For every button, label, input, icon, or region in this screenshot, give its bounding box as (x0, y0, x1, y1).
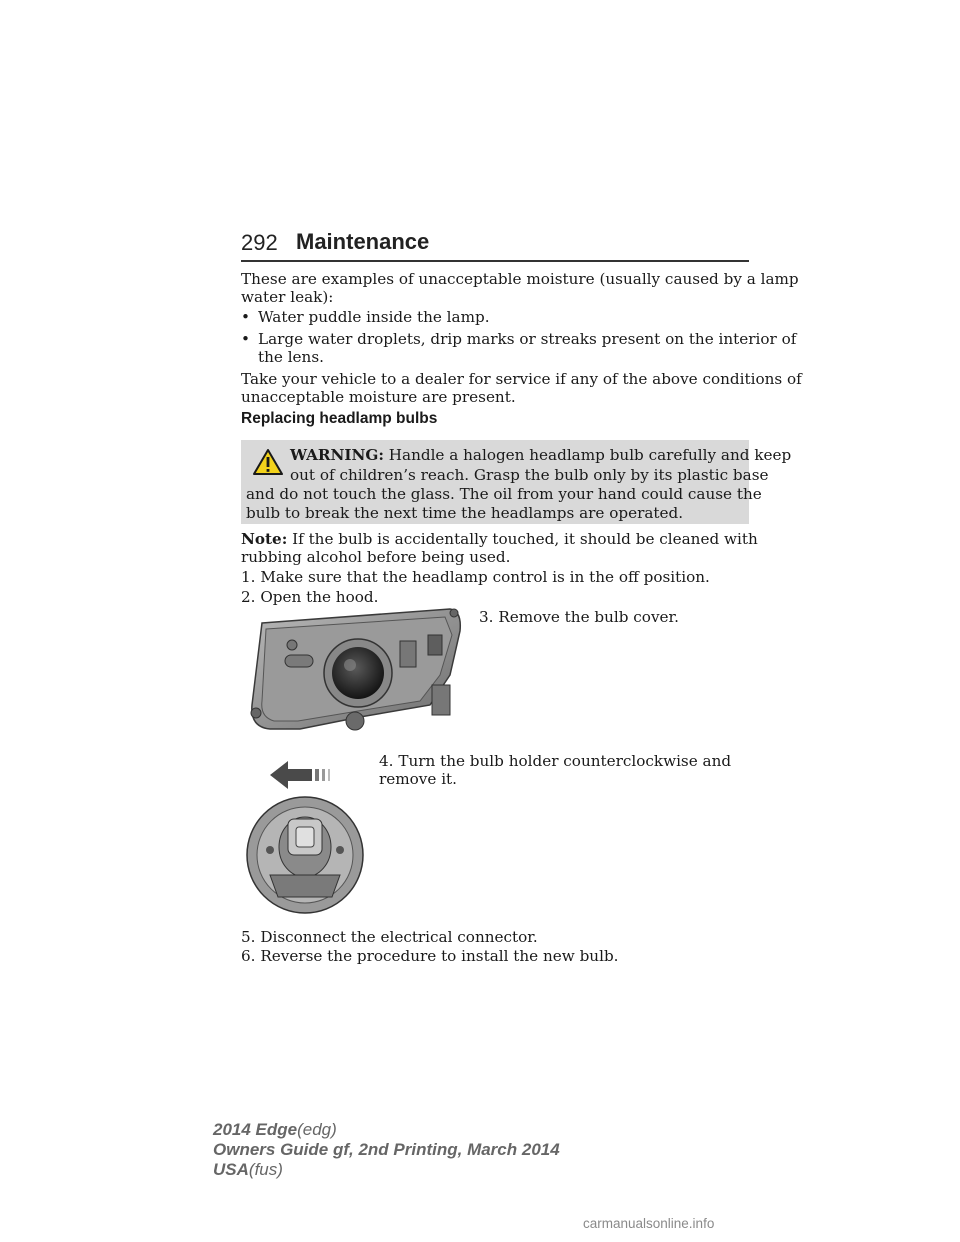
note-line-2: rubbing alcohol before being used. (241, 548, 511, 566)
bullet-marker: • (241, 330, 250, 348)
step-2: 2. Open the hood. (241, 588, 379, 606)
headlamp-assembly-illustration (240, 605, 468, 735)
dealer-line-2: unacceptable moisture are present. (241, 388, 516, 406)
watermark: carmanualsonline.info (583, 1216, 715, 1231)
note-label: Note: (241, 530, 288, 548)
page-number: 292 (241, 230, 278, 255)
section-heading: Replacing headlamp bulbs (241, 410, 438, 427)
footer-model-code: (edg) (297, 1120, 337, 1139)
header-rule (241, 260, 749, 262)
step-4-line-1: 4. Turn the bulb holder counterclockwise and (379, 752, 732, 770)
step-1: 1. Make sure that the headlamp control is in the off position. (241, 568, 710, 586)
footer-market-name: USA (213, 1160, 249, 1179)
footer-model-name: 2014 Edge (213, 1120, 298, 1139)
page-title: Maintenance (296, 229, 430, 254)
intro-line-2: water leak): (241, 288, 334, 306)
warning-line-3: and do not touch the glass. The oil from your hand could cause the (246, 485, 762, 503)
warning-line-1 (290, 446, 791, 464)
warning-label: WARNING: (290, 446, 384, 464)
warning-text-1: Handle a halogen headlamp bulb carefully and keep (388, 446, 792, 464)
arrow-left-icon (270, 761, 312, 789)
bullet-marker: • (241, 308, 250, 326)
bulb-holder-illustration (240, 755, 370, 915)
step-6: 6. Reverse the procedure to install the new bulb. (241, 947, 619, 965)
footer-market-code: (fus) (248, 1160, 283, 1179)
footer-model (213, 1120, 337, 1140)
step-5: 5. Disconnect the electrical connector. (241, 928, 538, 946)
footer-market (213, 1160, 283, 1180)
bullet-item-1: Water puddle inside the lamp. (258, 308, 490, 326)
footer-guide-text: Owners Guide gf, 2nd Printing, March 2014 (213, 1140, 560, 1159)
bullet-item-2-line-1: Large water droplets, drip marks or streaks present on the interior of (258, 330, 797, 348)
step-3: 3. Remove the bulb cover. (479, 608, 679, 626)
step-4-line-2: remove it. (379, 770, 457, 788)
footer-guide (213, 1140, 560, 1160)
note-text-1: If the bulb is accidentally touched, it should be cleaned with (292, 530, 758, 548)
intro-line-1: These are examples of unacceptable moisture (usually caused by a lamp (241, 270, 799, 288)
warning-line-4: bulb to break the next time the headlamps are operated. (246, 504, 684, 522)
note-line-1 (241, 530, 758, 548)
warning-triangle-icon (252, 448, 284, 476)
bullet-item-2-line-2: the lens. (258, 348, 324, 366)
dealer-line-1: Take your vehicle to a dealer for service if any of the above conditions of (241, 370, 802, 388)
warning-line-2: out of children’s reach. Grasp the bulb only by its plastic base (290, 466, 769, 484)
